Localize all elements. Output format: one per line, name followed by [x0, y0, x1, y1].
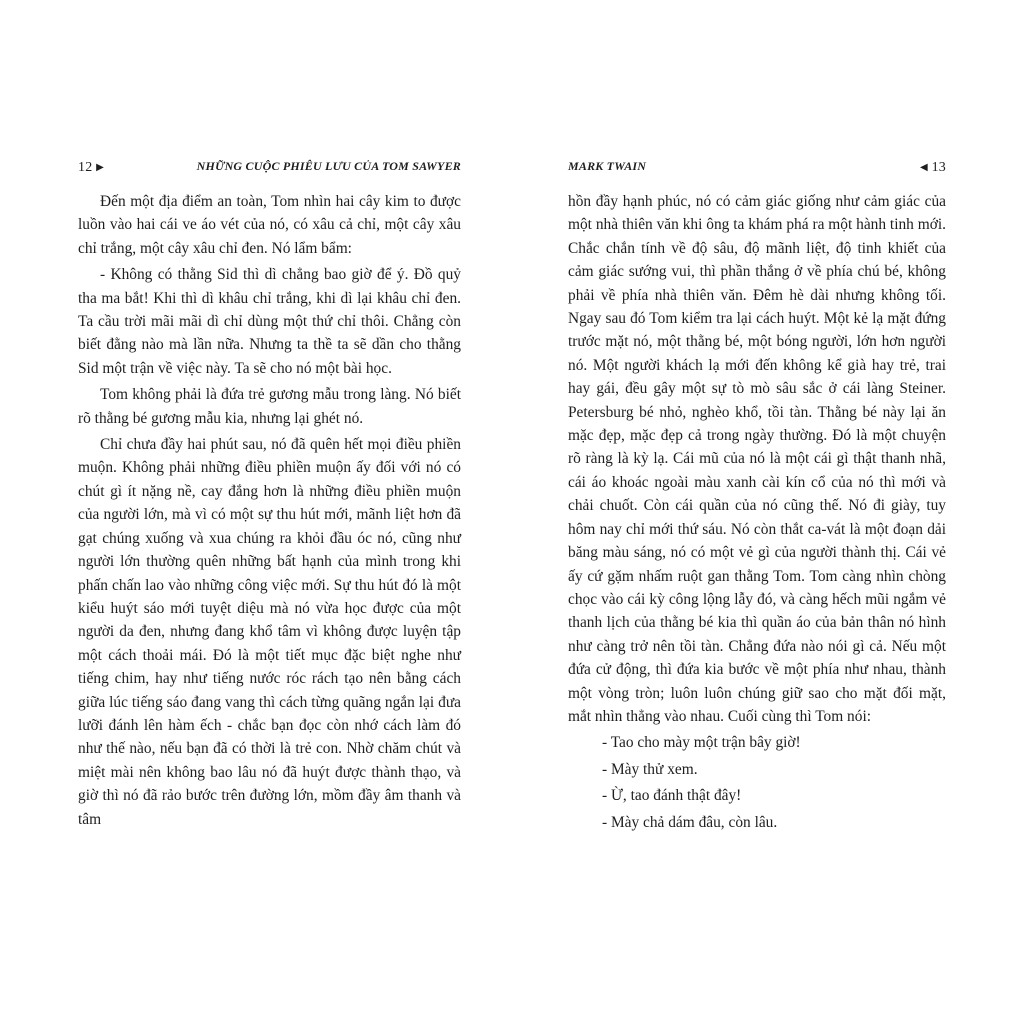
paragraph: - Không có thằng Sid thì dì chẳng bao giờ để ý. Đồ quỷ tha ma bắt! Khi thì dì khâu chỉ trắng, khi dì lại khâu chỉ đen. Ta cầu trời mãi mãi dì chỉ dùng một thứ chỉ thôi. Chẳng còn biết đằng nào mà lần nữa. Nhưng ta thề ta sẽ dần cho thằng Sid một trận về việc này. Ta sẽ cho nó một bài học.: [78, 266, 461, 377]
dialogue-line: - Ừ, tao đánh thật đây!: [602, 787, 742, 805]
left-page-body: [78, 190, 461, 834]
right-page-number: [920, 160, 946, 176]
paragraph: Đến một địa điểm an toàn, Tom nhìn hai cây kim to được luồn vào hai cái ve áo vét của nó, có xâu cả chỉ, một cây xâu chỉ trắng, một cây xâu chỉ đen. Nó lẩm bẩm:: [78, 193, 461, 257]
dialogue-line: - Mày chả dám đâu, còn lâu.: [602, 813, 778, 831]
left-running-title: NHỮNG CUỘC PHIÊU LƯU CỦA TOM SAWYER: [196, 159, 461, 173]
page-number-text: 13: [931, 160, 946, 175]
dialogue-line: - Tao cho mày một trận bây giờ!: [602, 734, 801, 752]
triangle-right-icon: ▶: [96, 162, 104, 173]
left-page-number: [78, 160, 104, 176]
paragraph: Tom không phải là đứa trẻ gương mẫu trong làng. Nó biết rõ thằng bé gương mẫu kia, nhưng lại ghét nó.: [78, 386, 461, 427]
paragraph: Chỉ chưa đầy hai phút sau, nó đã quên hết mọi điều phiền muộn. Không phải những điều phiền muộn ấy đối với nó có chút gì ít nặng nề, cay đắng hơn là những điều phiền muộn của người lớn, mà vì có một sự thu hút mới, mãnh liệt hơn đã gạt chúng xuống và xua chúng ra khỏi đầu óc nó, cũng như người lớn thường quên những bất hạnh của mình trong khi phấn chấn lao vào những công việc mới. Sự thu hút đó là một kiểu huýt sáo mới tuyệt diệu mà nó vừa học được của một người da đen, nhưng đang khổ tâm vì không được luyện tập một cách thoải mái. Đó là một tiết mục đặc biệt nghe như tiếng chim, hay như tiếng nước róc rách tạo nên bằng cách giữa lúc tiếng sáo đang vang thì cách từng quãng ngắn lại đưa lưỡi đánh lên hàm ếch - chắc bạn đọc còn nhớ cách làm đó như thế nào, nếu bạn đã có thời là trẻ con. Nhờ chăm chút và miệt mài nên không bao lâu nó đã huýt được thành thạo, và giờ thì nó đã rảo bước trên đường lớn, mồm đầy âm thanh và tâm: [78, 436, 461, 828]
page-number-text: 12: [78, 160, 93, 175]
dialogue-line: - Mày thử xem.: [602, 760, 698, 778]
right-running-title: MARK TWAIN: [568, 159, 647, 173]
triangle-left-icon: ◀: [920, 162, 928, 173]
paragraph: hồn đầy hạnh phúc, nó có cảm giác giống như cảm giác của một nhà thiên văn khi ông ta khám phá ra một hành tinh mới. Chắc chắn tính về độ sâu, độ mãnh liệt, độ tinh khiết của cảm giác sướng vui, thì phần thắng ở về phía chú bé, không phải về phía nhà thiên văn. Đêm hè dài nhưng không tối. Ngay sau đó Tom kiểm tra lại cách huýt. Một kẻ lạ mặt đứng trước mặt nó, một thằng bé, một bóng người, lớn hơn người nó. Một người khách lạ mới đến không kể già hay trẻ, trai hay gái, đều gây một sự tò mò sâu sắc ở cái làng Steiner. Petersburg bé nhỏ, nghèo khổ, tồi tàn. Thằng bé này lại ăn mặc đẹp, mặc đẹp cả trong ngày thường. Đó là một chuyện rõ ràng là kỳ lạ. Cái mũ của nó là một cái gì thật thanh nhã, cái áo khoác ngoài màu xanh cài kín cổ của nó thì mới và chải chuốt. Còn cái quần của nó cũng thế. Nó đi giày, tuy hôm nay chỉ mới thứ sáu. Nó còn thắt ca-vát là một đoạn dải băng màu sáng, nó có một vẻ gì của người thành thị. Cái vẻ ấy cứ gặm nhấm ruột gan thằng Tom. Tom càng nhìn chòng chọc vào cái kỳ công lộng lẫy đó, và càng hếch mũi ngắm vẻ thanh lịch của thằng bé kia thì quần áo của bản thân nó hình như càng trở nên tồi tàn. Chẳng đứa nào nói gì cả. Nếu một đứa cử động, thì đứa kia bước về một phía như nhau, thành một vòng tròn; luôn luôn chúng giữ sao cho mặt đối mặt, mắt nhìn thẳng vào nhau. Cuối cùng thì Tom nói:: [568, 193, 946, 725]
right-page-header: [568, 158, 946, 178]
left-page-header: [78, 158, 461, 178]
right-page-body: [568, 190, 946, 837]
